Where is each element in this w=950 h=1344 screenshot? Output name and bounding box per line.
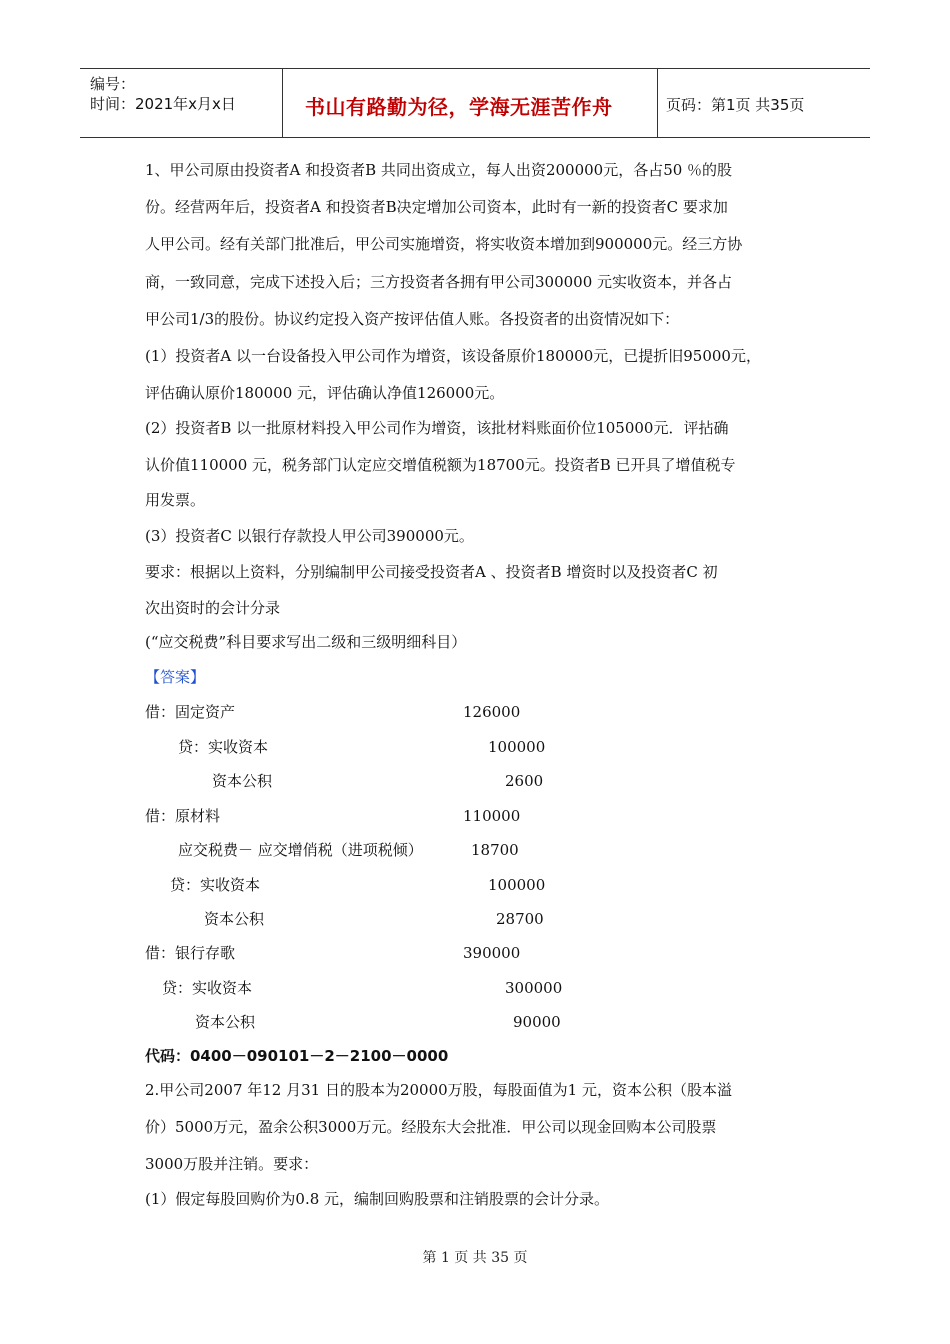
entry-account: 资本公积 [212, 772, 273, 790]
number-label: 编号： [90, 75, 136, 93]
entry-account: 资本公积 [195, 1013, 256, 1031]
entry-amount: 100000 [488, 876, 546, 894]
entry-account: 借：银行存歌 [145, 944, 236, 962]
body-line: (1）投资者A 以一台设备投入甲公司作为增资，该设备原价180000元，已提折旧95000元， [145, 347, 761, 365]
body-line: 份。经营两年后，投资者A 和投资者B决定增加公司资本，此时有一新的投资者C 要求加 [145, 198, 728, 216]
entry-amount: 110000 [463, 807, 521, 825]
q2-line: 2.甲公司2007 年12 月31 日的股本为20000万股，每股面值为1 元，资本公积（股本溢 [145, 1081, 732, 1099]
motto: 书山有路勤为径，学海无涯苦作舟 [305, 95, 613, 119]
body-line: (2）投资者B 以一批原材料投入甲公司作为增资，该批材料账面价位105000元．评拈确 [145, 419, 729, 437]
entry-amount: 28700 [496, 910, 544, 928]
entry-amount: 90000 [513, 1013, 561, 1031]
header-page-cell [658, 69, 870, 137]
entry-amount: 18700 [471, 841, 519, 859]
date-label: 时间：2021年x月x日 [90, 95, 236, 113]
body-line: 商，一致同意，完成下述投入后；三方投资者各拥有甲公司300000 元实收资本，并各占 [145, 273, 733, 291]
header-left-cell [80, 69, 283, 137]
body-line: 用发票。 [145, 491, 206, 509]
body-line: (“应交税费”科目要求写出二级和三级明细科目） [145, 633, 467, 651]
body-line: 认价值110000 元，税务部门认定应交增值税额为18700元。投资者B 已开具了增值税专 [145, 456, 736, 474]
code-line: 代码：0400－090101－2－2100－0000 [145, 1047, 449, 1065]
entry-amount: 126000 [463, 703, 521, 721]
entry-amount: 2600 [505, 772, 544, 790]
entry-account: 借：原材料 [145, 807, 221, 825]
page-info: 页码：第1页 共35页 [666, 96, 805, 114]
body-line: 人甲公司。经有关部门批准后，甲公司实施增资，将实收资本增加到900000元。经三方协 [145, 235, 743, 253]
entry-account: 贷：实收资本 [162, 979, 253, 997]
answer-label: 【答案】 [145, 668, 206, 686]
body-line: 次出资时的会计分录 [145, 599, 281, 617]
header-motto-cell [283, 69, 658, 137]
q2-line: 价）5000万元，盈余公积3000万元。经股东大会批准．甲公司以现金回购本公司股票 [145, 1118, 717, 1136]
q2-line: (1）假定每股回购价为0.8 元，编制回购股票和注销股票的会计分录。 [145, 1190, 610, 1208]
body-line: 甲公司1/3的股份。协议约定投入资产按评估值人账。各投资者的出资情况如下： [145, 310, 680, 328]
entry-account: 贷：实收资本 [170, 876, 261, 894]
entry-account: 贷：实收资本 [178, 738, 269, 756]
body-line: 要求：根据以上资料，分别编制甲公司接受投资者A 、投资者B 增资时以及投资者C 初 [145, 563, 718, 581]
document-header [80, 68, 870, 138]
entry-amount: 100000 [488, 738, 546, 756]
page-footer: 第 1 页 共 35 页 [422, 1250, 528, 1266]
entry-account: 借：固定资产 [145, 703, 236, 721]
entry-account: 应交税费－ 应交增俏税（进项税倾） [178, 841, 423, 859]
body-line: 评估确认原价180000 元，评估确认净值126000元。 [145, 384, 505, 402]
body-line: 1、甲公司原由投资者A 和投资者B 共同出资成立，每人出资200000元，各占50 ％的股 [145, 161, 733, 179]
body-line: (3）投资者C 以银行存款投人甲公司390000元。 [145, 527, 474, 545]
entry-account: 资本公积 [204, 910, 265, 928]
q2-line: 3000万股并注销。要求： [145, 1155, 319, 1173]
entry-amount: 390000 [463, 944, 521, 962]
entry-amount: 300000 [505, 979, 563, 997]
